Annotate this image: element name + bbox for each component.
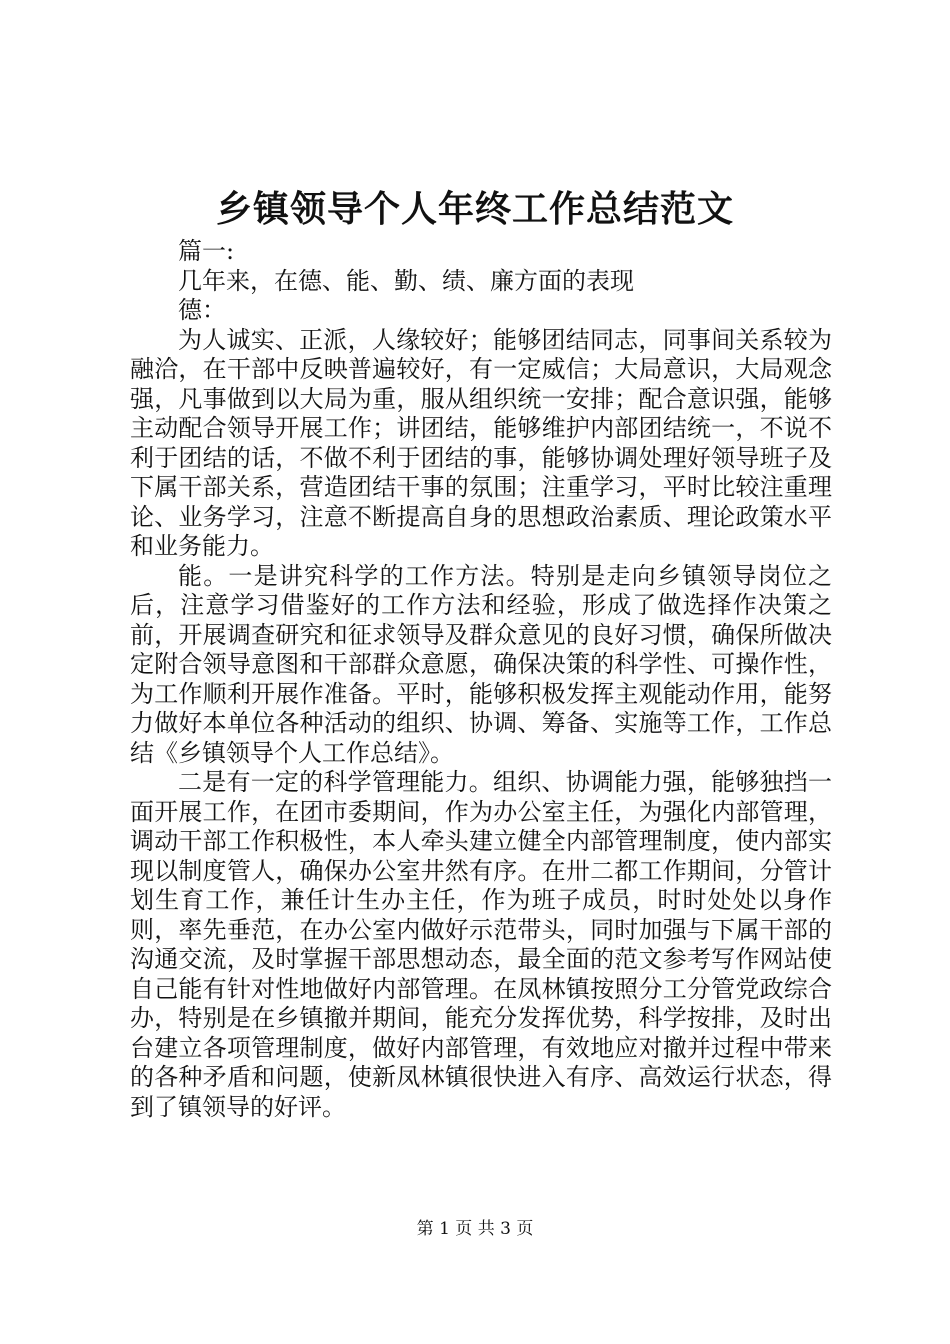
document-title: 乡镇领导个人年终工作总结范文 [215, 188, 734, 230]
document-body [130, 237, 832, 1122]
paragraph-de: 为人诚实、正派，人缘较好；能够团结同志，同事间关系较为融洽，在干部中反映普遍较好，有一定威信；大局意识，大局观念强，凡事做到以大局为重，服从组织统一安排；配合意识强，能够主动配合领导开展工作；讲团结，能够维护内部团结统一，不说不利于团结的话，不做不利于团结的事，能够协调处理好领导班子及下属干部关系，营造团结干事的氛围；注重学习，平时比较注重理论、业务学习，注意不断提高自身的思想政治素质、理论政策水平和业务能力。 [130, 325, 832, 560]
section-label: 篇一: [178, 237, 235, 265]
section-heading: 几年来，在德、能、勤、绩、廉方面的表现 [178, 266, 634, 295]
paragraph-neng-2: 二是有一定的科学管理能力。组织、协调能力强，能够独挡一面开展工作，在团市委期间，作为办公室主任，为强化内部管理，调动干部工作积极性，本人牵头建立健全内部管理制度，使内部实现以制度管人，确保办公室井然有序。在卅二都工作期间，分管计划生育工作，兼任计生办主任，作为班子成员，时时处处以身作则，率先垂范，在办公室内做好示范带头，同时加强与下属干部的沟通交流，及时掌握干部思想动态，最全面的范文参考写作网站使自己能有针对性地做好内部管理。在凤林镇按照分工分管党政综合办，特别是在乡镇撤并期间，能充分发挥优势，科学按排，及时出台建立各项管理制度，做好内部管理，有效地应对撤并过程中带来的各种矛盾和问题，使新凤林镇很快进入有序、高效运行状态，得到了镇领导的好评。 [130, 768, 832, 1121]
page-footer: 第 1 页 共 3 页 [416, 1219, 534, 1239]
subheading-de: 德： [178, 296, 226, 324]
paragraph-neng-1: 能。一是讲究科学的工作方法。特别是走向乡镇领导岗位之后，注意学习借鉴好的工作方法和经验，形成了做选择作决策之前，开展调查研究和征求领导及群众意见的良好习惯，确保所做决定附合领导意图和干部群众意愿，确保决策的科学性、可操作性，为工作顺利开展作准备。平时，能够积极发挥主观能动作用，能努力做好本单位各种活动的组织、协调、筹备、实施等工作，工作总结《乡镇领导个人工作总结》。 [130, 561, 832, 767]
